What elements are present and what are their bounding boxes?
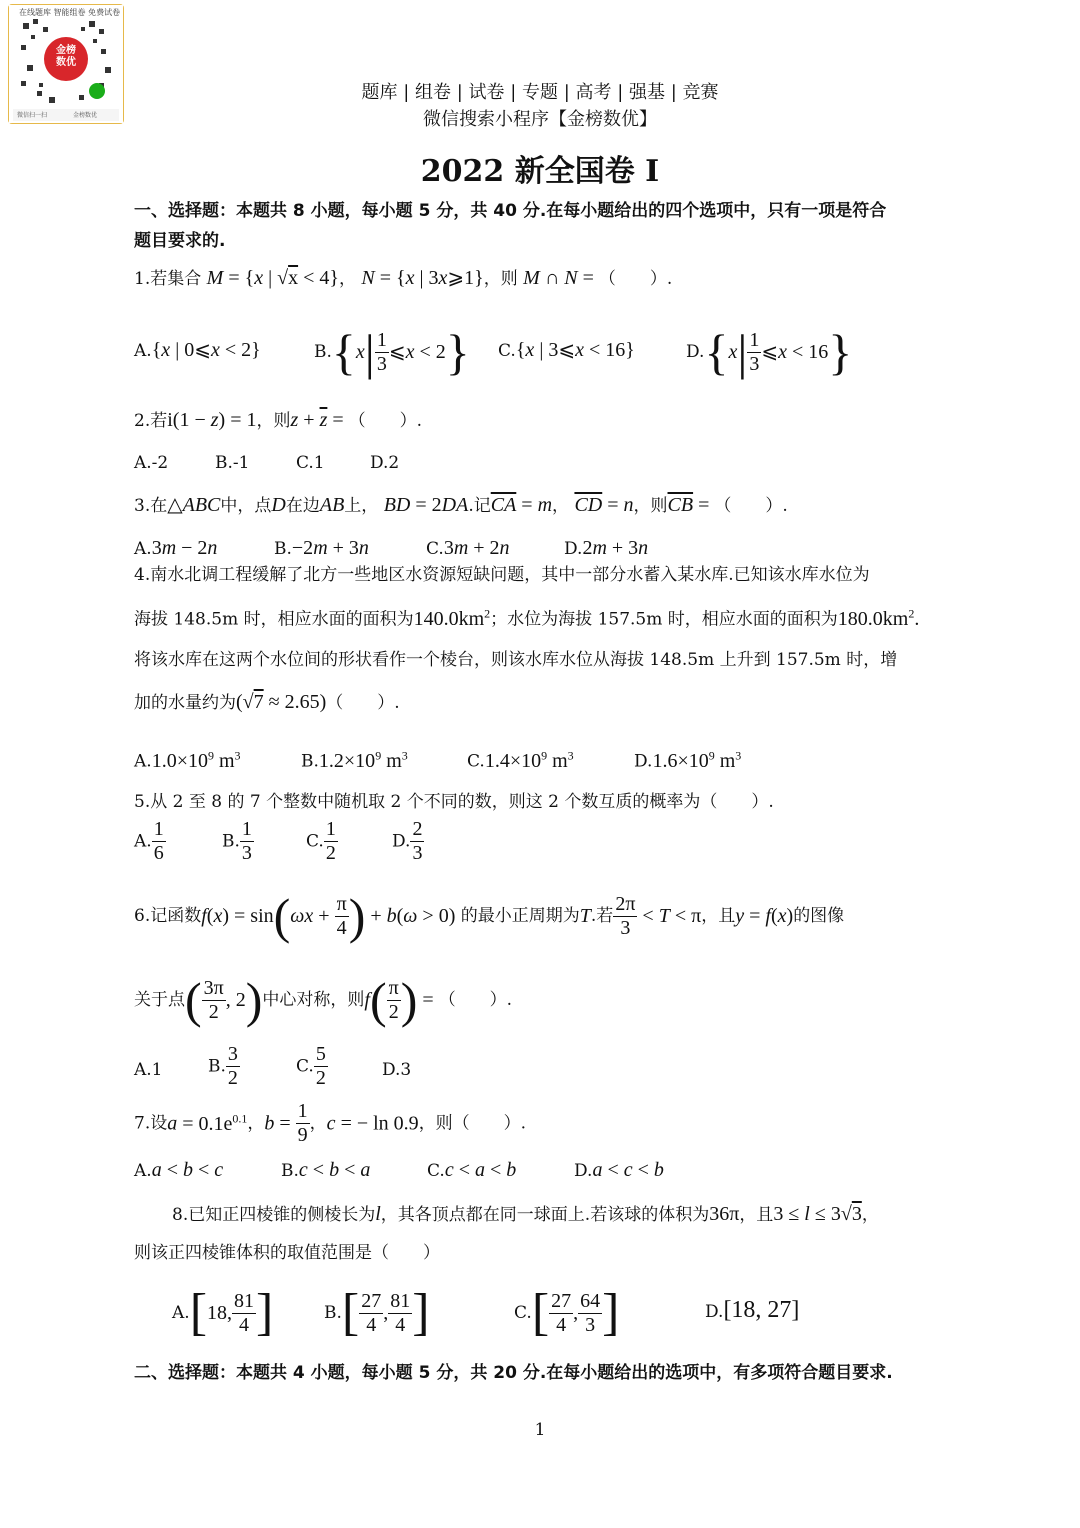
q1-option-c[interactable]: C.{x | 3⩽x < 16} xyxy=(498,339,635,361)
q3-option-d[interactable]: D.2m + 3n xyxy=(564,537,649,559)
q5-option-b[interactable]: B. $\frac{1}{3}$ xyxy=(222,818,252,864)
q1-set-m: M xyxy=(206,267,224,289)
q6-options xyxy=(134,1043,534,1099)
q1-option-b[interactable]: B.{x| $\frac{1}{3}$ ⩽x < 2} xyxy=(314,324,470,380)
q2-option-c[interactable]: C.1 xyxy=(296,453,325,473)
q5-option-c[interactable]: C. $\frac{1}{2}$ xyxy=(306,818,336,864)
qr-bottom-left: 微信扫一扫 xyxy=(17,112,48,119)
q3-options xyxy=(134,536,834,560)
q5-option-d[interactable]: D. $\frac{2}{3}$ xyxy=(392,818,423,864)
q4-line3: 将该水库在这两个水位间的形状看作一个棱台，则该水库水位从海拔 148.5m 上升到 157.5m 时，增 xyxy=(134,650,898,670)
q8-option-b[interactable]: B.[ $\frac{27}{4}$ , $\frac{81}{4}$ ] xyxy=(324,1284,430,1341)
q5-options xyxy=(134,818,534,874)
q4-line2: 海拔 148.5m 时，相应水面的面积为$140.0km^2$；水位为海拔 157.5m 时，相应水面的面积为$180.0km^2$. xyxy=(134,606,920,630)
q6-option-a[interactable]: A.1 xyxy=(134,1060,163,1080)
q1-option-d[interactable]: D.{x| $\frac{1}{3}$ ⩽x < 16} xyxy=(686,324,853,380)
q8-option-d[interactable]: D.[18, 27] xyxy=(705,1297,800,1323)
q4-option-b[interactable]: $B.1.2\times 10^9$ $m^3$ xyxy=(301,748,408,772)
q1-option-a[interactable]: A.{x | 0⩽x < 2} xyxy=(134,339,261,361)
qr-center-text: 金榜 数优 xyxy=(56,45,76,68)
q3-option-a[interactable]: A.3m − 2n xyxy=(134,537,218,559)
q7-option-d[interactable]: D.a < c < b xyxy=(574,1159,664,1181)
q4-line1: 4.南水北调工程缓解了北方一些地区水资源短缺问题，其中一部分水蓄入某水库.已知该水库水位为 xyxy=(134,565,870,585)
q3-option-c[interactable]: C.3m + 2n xyxy=(426,537,510,559)
nav-links: 题库 | 组卷 | 试卷 | 专题 | 高考 | 强基 | 竞赛 xyxy=(361,82,719,103)
q5-option-a[interactable]: A. $\frac{1}{6}$ xyxy=(134,818,164,864)
qr-top-text: 在线题库 智能组卷 免费试卷 xyxy=(19,8,121,17)
section1-line2: 题目要求的. xyxy=(134,231,226,251)
q8-option-a[interactable]: A.[18, $\frac{81}{4}$ ] xyxy=(172,1284,274,1341)
q1-options xyxy=(134,322,954,378)
question-8-line1: 8.已知正四棱锥的侧棱长为l，其各顶点都在同一球面上.若该球的体积为36π，且3 ≤ l ≤ 3√3， xyxy=(172,1203,879,1225)
q8-options xyxy=(172,1282,872,1342)
q4-option-c[interactable]: $C.1.4\times 10^9$ $m^3$ xyxy=(467,748,574,772)
qr-bottom-right: 金榜数优 xyxy=(73,112,98,119)
question-3: 3.在△ABC中，点D在边AB上， BD = 2DA.记$\overline{CA} = m$， $\overline{CD} = n$，则$\overline{CB}$ = （ ）. xyxy=(134,494,788,516)
page-number: 1 xyxy=(534,1420,546,1440)
section1-line1: 一、选择题：本题共 8 小题，每小题 5 分，共 40 分.在每小题给出的四个选项中，只有一项是符合 xyxy=(134,201,887,221)
q7-options xyxy=(134,1158,834,1182)
q8-option-c[interactable]: C.[ $\frac{27}{4}$ , $\frac{64}{3}$ ] xyxy=(514,1284,620,1341)
q6-option-c[interactable]: C. $\frac{5}{2}$ xyxy=(296,1043,326,1089)
q4-option-a[interactable]: $A.1.0\times 10^9$ $m^3$ xyxy=(134,748,241,772)
question-1: 1.若集合 M = {x | √x < 4}， N = {x | 3x⩾1}，则 M ∩ N = （ ）. xyxy=(134,267,673,289)
q1-text: 1.若集合 xyxy=(134,269,202,289)
q4-options xyxy=(134,748,834,774)
question-6-line2: 关于点( $\frac{3\pi}{2}$ , 2)中心对称，则f( $\frac{\pi}{2}$ ) = （ ）. xyxy=(134,972,513,1028)
q4-line4: 加的水量约为(√7 ≈ 2.65)（ ）. xyxy=(134,691,400,713)
q4-option-d[interactable]: $D.1.6\times 10^9$ $m^3$ xyxy=(634,748,742,772)
section2-heading: 二、选择题：本题共 4 小题，每小题 5 分，共 20 分.在每小题给出的选项中，有多项符合题目要求. xyxy=(134,1363,893,1383)
question-5: 5.从 2 至 8 的 7 个整数中随机取 2 个不同的数，则这 2 个数互质的概率为（ ）. xyxy=(134,792,774,812)
q6-option-d[interactable]: D.3 xyxy=(382,1060,412,1080)
qr-code-logo xyxy=(8,4,124,124)
q6-option-b[interactable]: B. $\frac{3}{2}$ xyxy=(208,1043,238,1089)
q7-option-c[interactable]: C.c < a < b xyxy=(427,1159,517,1181)
q2-option-a[interactable]: A.-2 xyxy=(134,453,169,473)
q2-options xyxy=(134,453,534,477)
question-8-line2: 则该正四棱锥体积的取值范围是（ ） xyxy=(134,1243,440,1263)
search-hint: 微信搜索小程序【金榜数优】 xyxy=(423,109,657,130)
q3-option-b[interactable]: B.−2m + 3n xyxy=(274,537,369,559)
question-7: 7.设$a = 0.1e^{0.1}$，b = $\frac{1}{9}$ ，c = − ln 0.9，则（ ）. xyxy=(134,1100,527,1146)
question-6-line1: 6.记函数f(x) = sin(ωx + $\frac{\pi}{4}$ ) + b(ω > 0) 的最小正周期为T.若 $\frac{2\pi}{3}$ < T < π，且y = f(x)的图像 xyxy=(134,888,845,944)
page-title: 2022 新全国卷 I xyxy=(420,154,660,189)
q2-option-d[interactable]: D.2 xyxy=(370,453,400,473)
q7-option-a[interactable]: A.a < b < c xyxy=(134,1159,224,1181)
q7-option-b[interactable]: B.c < b < a xyxy=(281,1159,371,1181)
q2-option-b[interactable]: B.-1 xyxy=(215,453,250,473)
question-2: 2.若i(1 − z) = 1，则$z + \overline{z}$ = （ ）. xyxy=(134,409,423,431)
